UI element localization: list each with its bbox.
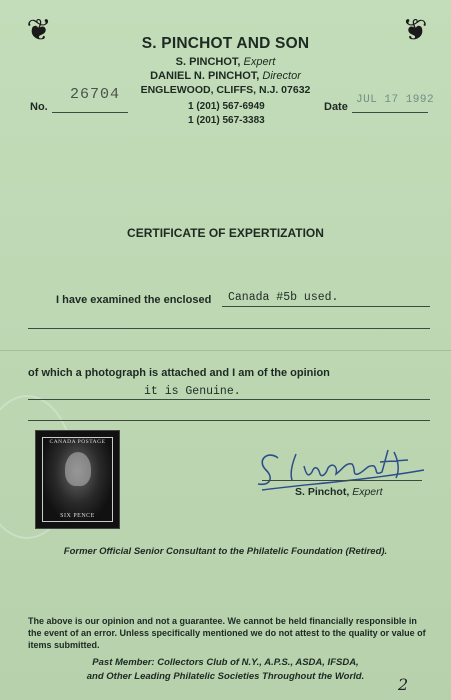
date-rule (352, 112, 428, 113)
signature-name: S. Pinchot, Expert (295, 486, 383, 498)
stamp-design (42, 437, 113, 522)
membership-line-2: and Other Leading Philatelic Societies Throughout the World. (86, 671, 365, 682)
phone-2: 1 (201) 567-3383 (188, 115, 265, 126)
blank-rule-1 (28, 328, 430, 329)
stamp-top-text: CANADA POSTAGE (49, 439, 106, 445)
stamp-portrait (65, 452, 91, 486)
corner-ornament-right-icon: ❦ (402, 13, 428, 48)
signature-rule (262, 480, 422, 481)
stamp-bottom-text: SIX PENCE (60, 513, 95, 519)
photo-text: of which a photograph is attached and I am of the opinion (28, 367, 330, 379)
former-consultant-note: Former Official Senior Consultant to the Philatelic Foundation (Retired). (63, 546, 388, 557)
stamp-photograph (35, 430, 120, 529)
opinion-rule (28, 399, 430, 400)
certificate-title: CERTIFICATE OF EXPERTIZATION (127, 226, 324, 240)
certificate-number: 26704 (70, 86, 121, 103)
page-number: 2 (398, 675, 409, 694)
membership-line-1: Past Member: Collectors Club of N.Y., A.P.S., ASDA, IFSDA, (92, 657, 359, 668)
corner-ornament-left-icon: ❦ (26, 13, 52, 48)
examined-text: I have examined the enclosed (56, 294, 212, 306)
phone-1: 1 (201) 567-6949 (188, 101, 265, 112)
number-rule (52, 112, 128, 113)
handwritten-signature (248, 440, 428, 492)
blank-rule-2 (28, 420, 430, 421)
firm-name: S. PINCHOT AND SON (141, 35, 310, 52)
date-stamp: JUL 17 1992 (356, 94, 435, 106)
date-label: Date (324, 101, 348, 113)
examined-value: Canada #5b used. (228, 291, 339, 304)
expert-line: S. PINCHOT, Expert (175, 56, 276, 68)
address: ENGLEWOOD, CLIFFS, N.J. 07632 (140, 84, 311, 96)
opinion-value: it is Genuine. (144, 385, 241, 398)
disclaimer: The above is our opinion and not a guarantee. We cannot be held financially responsible in the event of an error. Unless specifically mentioned we do not attest to the quality or value of items submitted. (28, 616, 426, 650)
examined-rule (222, 306, 430, 307)
director-line: DANIEL N. PINCHOT, Director (150, 70, 301, 82)
fold-line (0, 350, 451, 351)
number-label: No. (30, 101, 48, 113)
